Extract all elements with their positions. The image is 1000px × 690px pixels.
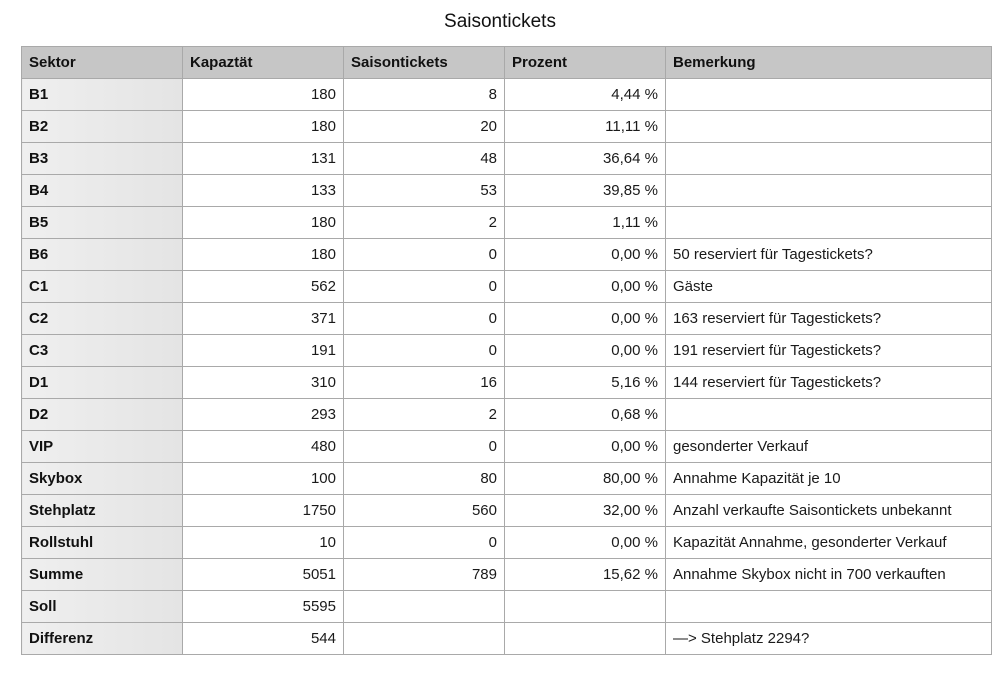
cell-kapazitaet[interactable]: 310	[183, 367, 344, 399]
row-header-sektor[interactable]: B4	[22, 175, 183, 207]
row-header-sektor[interactable]: B3	[22, 143, 183, 175]
cell-prozent[interactable]	[505, 623, 666, 655]
row-header-sektor[interactable]: Summe	[22, 559, 183, 591]
cell-saisontickets[interactable]: 0	[344, 303, 505, 335]
cell-kapazitaet[interactable]: 180	[183, 111, 344, 143]
table-row	[22, 431, 992, 463]
column-header-kapazitaet[interactable]: Kapaztät	[183, 47, 344, 79]
cell-saisontickets[interactable]: 0	[344, 527, 505, 559]
row-header-sektor[interactable]: D2	[22, 399, 183, 431]
cell-prozent[interactable]: 39,85 %	[505, 175, 666, 207]
cell-kapazitaet[interactable]: 562	[183, 271, 344, 303]
table-row	[22, 143, 992, 175]
row-header-sektor[interactable]: VIP	[22, 431, 183, 463]
header-row	[22, 47, 992, 79]
table-row	[22, 175, 992, 207]
cell-saisontickets[interactable]	[344, 623, 505, 655]
cell-prozent[interactable]: 80,00 %	[505, 463, 666, 495]
cell-prozent[interactable]	[505, 591, 666, 623]
cell-prozent[interactable]: 0,00 %	[505, 303, 666, 335]
cell-saisontickets[interactable]: 53	[344, 175, 505, 207]
row-header-sektor[interactable]: Differenz	[22, 623, 183, 655]
cell-bemerkung[interactable]: Annahme Skybox nicht in 700 verkauften	[666, 559, 992, 591]
cell-kapazitaet[interactable]: 5051	[183, 559, 344, 591]
row-header-sektor[interactable]: C3	[22, 335, 183, 367]
table-row	[22, 335, 992, 367]
table-row	[22, 271, 992, 303]
cell-kapazitaet[interactable]: 1750	[183, 495, 344, 527]
row-header-sektor[interactable]: Skybox	[22, 463, 183, 495]
cell-prozent[interactable]: 0,00 %	[505, 271, 666, 303]
cell-bemerkung[interactable]: 191 reserviert für Tagestickets?	[666, 335, 992, 367]
cell-kapazitaet[interactable]: 5595	[183, 591, 344, 623]
cell-saisontickets[interactable]: 2	[344, 399, 505, 431]
table-row	[22, 207, 992, 239]
row-header-sektor[interactable]: C1	[22, 271, 183, 303]
cell-bemerkung[interactable]	[666, 111, 992, 143]
cell-kapazitaet[interactable]: 371	[183, 303, 344, 335]
cell-saisontickets[interactable]: 0	[344, 431, 505, 463]
cell-kapazitaet[interactable]: 191	[183, 335, 344, 367]
cell-kapazitaet[interactable]: 100	[183, 463, 344, 495]
cell-bemerkung[interactable]	[666, 79, 992, 111]
cell-bemerkung[interactable]	[666, 399, 992, 431]
cell-prozent[interactable]: 15,62 %	[505, 559, 666, 591]
table-row	[22, 79, 992, 111]
cell-bemerkung[interactable]: Kapazität Annahme, gesonderter Verkauf	[666, 527, 992, 559]
cell-bemerkung[interactable]	[666, 175, 992, 207]
cell-saisontickets[interactable]: 789	[344, 559, 505, 591]
cell-prozent[interactable]: 0,00 %	[505, 527, 666, 559]
table-row	[22, 367, 992, 399]
cell-kapazitaet[interactable]: 133	[183, 175, 344, 207]
row-header-sektor[interactable]: B1	[22, 79, 183, 111]
cell-prozent[interactable]: 11,11 %	[505, 111, 666, 143]
cell-saisontickets[interactable]: 20	[344, 111, 505, 143]
column-header-bemerkung[interactable]: Bemerkung	[666, 47, 992, 79]
cell-bemerkung[interactable]: 144 reserviert für Tagestickets?	[666, 367, 992, 399]
cell-prozent[interactable]: 0,00 %	[505, 335, 666, 367]
cell-saisontickets[interactable]: 80	[344, 463, 505, 495]
table-row	[22, 495, 992, 527]
table-row	[22, 559, 992, 591]
row-header-sektor[interactable]: Soll	[22, 591, 183, 623]
cell-prozent[interactable]: 0,68 %	[505, 399, 666, 431]
cell-bemerkung[interactable]: 50 reserviert für Tagestickets?	[666, 239, 992, 271]
row-header-sektor[interactable]: D1	[22, 367, 183, 399]
table-row	[22, 399, 992, 431]
cell-bemerkung[interactable]: —> Stehplatz 2294?	[666, 623, 992, 655]
cell-prozent[interactable]: 36,64 %	[505, 143, 666, 175]
table-row	[22, 239, 992, 271]
row-header-sektor[interactable]: C2	[22, 303, 183, 335]
cell-kapazitaet[interactable]: 293	[183, 399, 344, 431]
cell-kapazitaet[interactable]: 544	[183, 623, 344, 655]
cell-saisontickets[interactable]	[344, 591, 505, 623]
cell-bemerkung[interactable]: Annahme Kapazität je 10	[666, 463, 992, 495]
season-tickets-table	[21, 46, 992, 655]
cell-bemerkung[interactable]: gesonderter Verkauf	[666, 431, 992, 463]
cell-prozent[interactable]: 32,00 %	[505, 495, 666, 527]
table-row	[22, 111, 992, 143]
table-row	[22, 527, 992, 559]
cell-saisontickets[interactable]: 560	[344, 495, 505, 527]
cell-bemerkung[interactable]: Anzahl verkaufte Saisontickets unbekannt	[666, 495, 992, 527]
table-row	[22, 623, 992, 655]
cell-saisontickets[interactable]: 0	[344, 335, 505, 367]
row-header-sektor[interactable]: Stehplatz	[22, 495, 183, 527]
cell-kapazitaet[interactable]: 10	[183, 527, 344, 559]
cell-kapazitaet[interactable]: 180	[183, 79, 344, 111]
cell-saisontickets[interactable]: 48	[344, 143, 505, 175]
cell-bemerkung[interactable]: 163 reserviert für Tagestickets?	[666, 303, 992, 335]
table-row	[22, 591, 992, 623]
table-row	[22, 303, 992, 335]
cell-prozent[interactable]: 0,00 %	[505, 431, 666, 463]
cell-prozent[interactable]: 1,11 %	[505, 207, 666, 239]
cell-saisontickets[interactable]: 16	[344, 367, 505, 399]
row-header-sektor[interactable]: B2	[22, 111, 183, 143]
table-title: Saisontickets	[444, 11, 556, 32]
cell-saisontickets[interactable]: 0	[344, 239, 505, 271]
cell-prozent[interactable]: 5,16 %	[505, 367, 666, 399]
cell-bemerkung[interactable]: Gäste	[666, 271, 992, 303]
row-header-sektor[interactable]: B6	[22, 239, 183, 271]
table-body	[22, 79, 992, 655]
table-row	[22, 463, 992, 495]
table-header	[22, 47, 992, 79]
row-header-sektor[interactable]: B5	[22, 207, 183, 239]
column-header-prozent[interactable]: Prozent	[505, 47, 666, 79]
cell-kapazitaet[interactable]: 480	[183, 431, 344, 463]
cell-kapazitaet[interactable]: 131	[183, 143, 344, 175]
column-header-saisontickets[interactable]: Saisontickets	[344, 47, 505, 79]
cell-kapazitaet[interactable]: 180	[183, 239, 344, 271]
cell-prozent[interactable]: 4,44 %	[505, 79, 666, 111]
cell-kapazitaet[interactable]: 180	[183, 207, 344, 239]
cell-saisontickets[interactable]: 2	[344, 207, 505, 239]
row-header-sektor[interactable]: Rollstuhl	[22, 527, 183, 559]
cell-prozent[interactable]: 0,00 %	[505, 239, 666, 271]
cell-bemerkung[interactable]	[666, 207, 992, 239]
cell-saisontickets[interactable]: 0	[344, 271, 505, 303]
column-header-sektor[interactable]: Sektor	[22, 47, 183, 79]
cell-bemerkung[interactable]	[666, 143, 992, 175]
cell-saisontickets[interactable]: 8	[344, 79, 505, 111]
cell-bemerkung[interactable]	[666, 591, 992, 623]
